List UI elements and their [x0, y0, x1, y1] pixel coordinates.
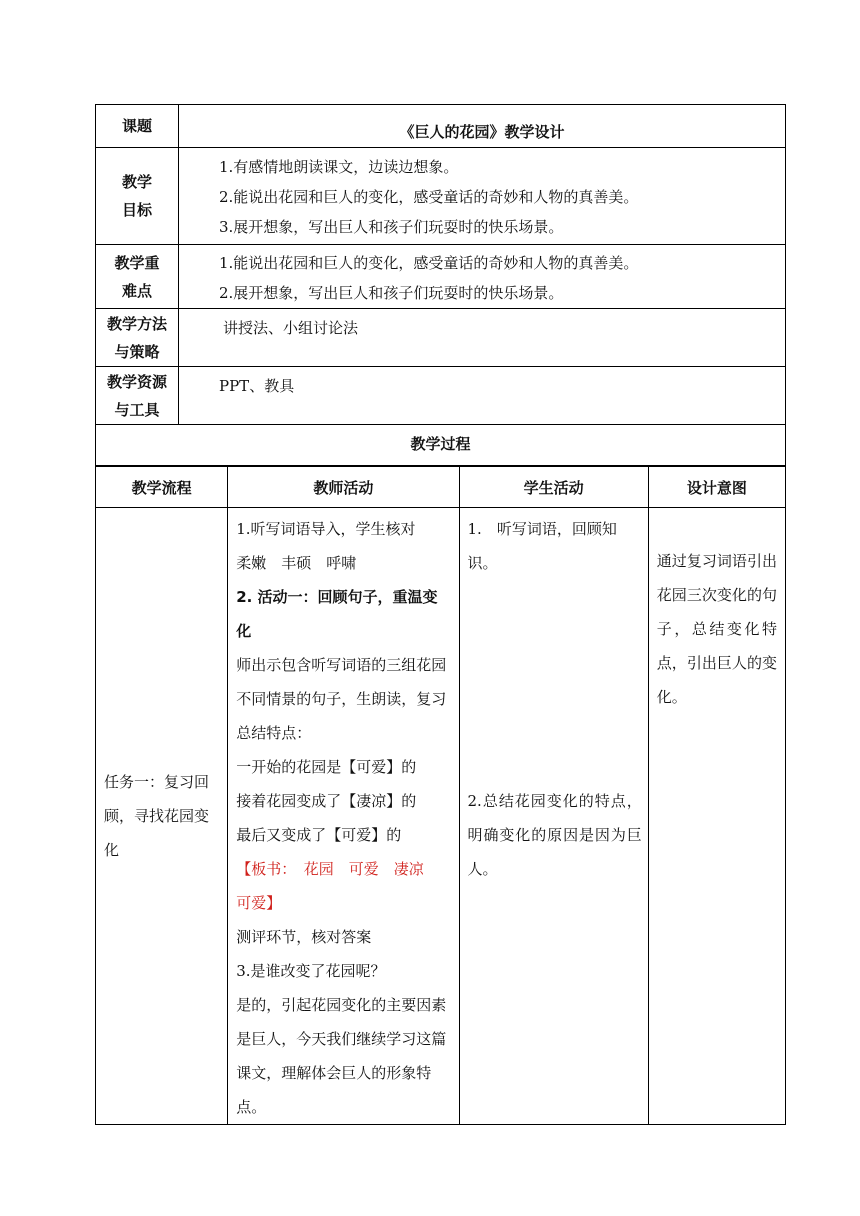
student-line: 2.总结花园变化的特点，明确变化的原因是因为巨人。 [467, 792, 642, 878]
teacher-line: 3.是谁改变了花园呢？ [236, 962, 386, 980]
objective-item: 3.展开想象，写出巨人和孩子们玩耍时的快乐场景。 [219, 218, 564, 236]
teacher-line: 是的，引起花园变化的主要因素是巨人，今天我们继续学习这篇课文，理解体会巨人的形象特点。 [236, 996, 447, 1116]
key-points-label: 教学重难点 [96, 245, 179, 309]
student-line: 1. 听写词语，回顾知识。 [467, 520, 617, 572]
teacher-line: 最后又变成了【可爱】的 [236, 826, 402, 844]
teacher-line: 测评环节，核对答案 [236, 928, 372, 946]
teacher-line: 柔嫩 丰硕 呼啸 [236, 554, 357, 572]
key-point-item: 1.能说出花园和巨人的变化，感受童话的奇妙和人物的真善美。 [219, 254, 639, 272]
column-header: 设计意图 [648, 467, 785, 508]
process-row [96, 508, 786, 1125]
key-point-item: 2.展开想象，写出巨人和孩子们玩耍时的快乐场景。 [219, 284, 564, 302]
objective-item: 1.有感情地朗读课文，边读边想象。 [219, 158, 459, 176]
topic-label: 课题 [96, 105, 179, 148]
teacher-line: 1.听写词语导入，学生核对 [236, 520, 416, 538]
resources-label: 教学资源与工具 [96, 367, 179, 425]
methods-value: 讲授法、小组讨论法 [179, 309, 786, 367]
process-header-row [96, 467, 786, 508]
column-header: 教师活动 [228, 467, 459, 508]
process-table [95, 466, 786, 1125]
flow-cell: 任务一：复习回顾，寻找花园变化 [96, 508, 228, 1125]
lesson-info-table [95, 104, 786, 425]
methods-label: 教学方法与策略 [96, 309, 179, 367]
topic-value: 《巨人的花园》教学设计 [179, 105, 786, 148]
resources-value: PPT、教具 [179, 367, 786, 425]
objective-item: 2.能说出花园和巨人的变化，感受童话的奇妙和人物的真善美。 [219, 188, 639, 206]
teacher-line: 师出示包含听写词语的三组花园不同情景的句子，生朗读，复习总结特点： [236, 656, 447, 742]
teacher-line: 接着花园变成了【凄凉】的 [236, 792, 417, 810]
blackboard-note: 【板书： 花园 可爱 凄凉 可爱】 [236, 860, 439, 912]
student-activity-cell [459, 508, 648, 1125]
column-header: 学生活动 [459, 467, 648, 508]
teacher-line: 一开始的花园是【可爱】的 [236, 758, 417, 776]
key-points-content [179, 245, 786, 309]
objectives-label: 教学目标 [96, 148, 179, 245]
teacher-activity-cell [228, 508, 459, 1125]
objectives-content [179, 148, 786, 245]
process-title: 教学过程 [95, 422, 786, 466]
column-header: 教学流程 [96, 467, 228, 508]
design-text: 通过复习词语引出花园三次变化的句子，总结变化特点，引出巨人的变化。 [656, 552, 777, 706]
design-intent-cell [648, 508, 785, 1125]
activity-heading: 2. 活动一：回顾句子，重温变化 [236, 588, 438, 640]
